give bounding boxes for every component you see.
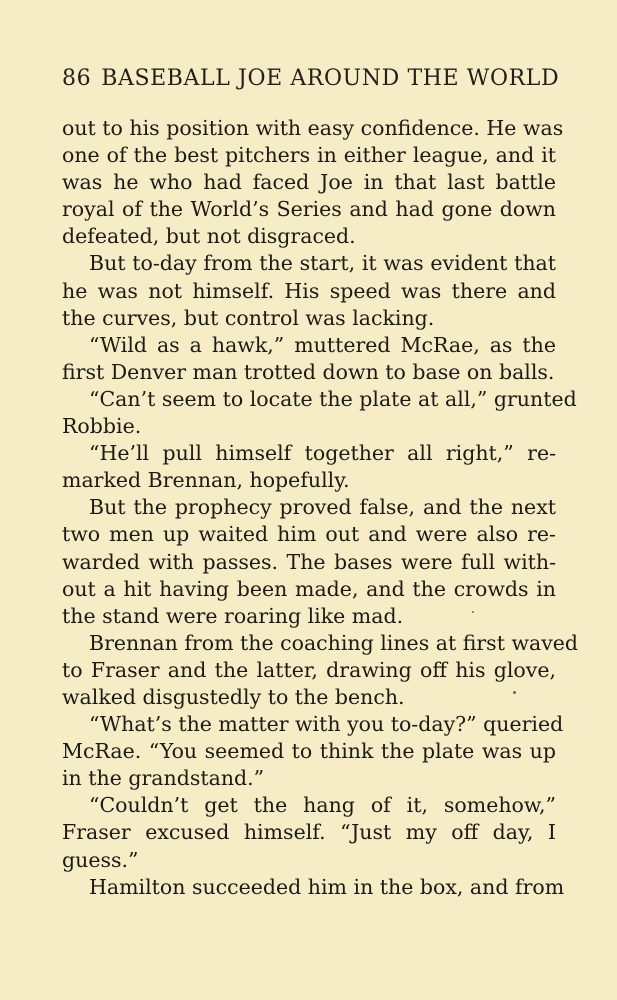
text-line: was he who had faced Joe in that last battle — [62, 170, 556, 195]
text-line: he was not himself. His speed was there and — [62, 278, 556, 303]
text-line: the stand were roaring like mad. — [62, 603, 404, 628]
text-line: McRae. “You seemed to think the plate was up — [62, 739, 556, 764]
text-line: “He’ll pull himself together all right,” re- — [89, 441, 556, 466]
text-line: But to-day from the start, it was evident that — [89, 251, 556, 276]
page-number: 86 — [62, 66, 92, 91]
text-line: warded with passes. The bases were full with- — [62, 549, 556, 574]
text-line: the curves, but control was lacking. — [62, 305, 435, 330]
text-line: out to his position with easy confidence. He was — [62, 116, 564, 140]
ink-speck — [513, 691, 516, 694]
text-line: Hamilton succeeded him in the box, and from — [89, 874, 565, 899]
text-line: Robbie. — [62, 414, 142, 439]
text-line: But the prophecy proved false, and the next — [89, 495, 556, 520]
text-line: in the grandstand.” — [62, 766, 265, 791]
text-line: first Denver man trotted down to base on balls. — [62, 359, 555, 384]
ink-speck — [472, 611, 474, 613]
text-line: defeated, but not disgraced. — [62, 224, 356, 249]
text-line: royal of the World’s Series and had gone down — [62, 197, 556, 222]
text-line: “Can’t seem to locate the plate at all,” grunted — [89, 386, 577, 411]
body-text — [62, 115, 579, 901]
text-line: Brennan from the coaching lines at first waved — [89, 630, 579, 655]
text-line: to Fraser and the latter, drawing off his glove, — [62, 657, 556, 682]
running-title: BASEBALL JOE AROUND THE WORLD — [101, 66, 560, 91]
text-line: “What’s the matter with you to-day?” queried — [89, 712, 564, 737]
text-line: two men up waited him out and were also re- — [62, 522, 556, 547]
text-line: “Wild as a hawk,” muttered McRae, as the — [89, 332, 556, 357]
text-line: marked Brennan, hopefully. — [62, 468, 350, 493]
running-head — [62, 66, 560, 91]
text-line: guess.” — [62, 847, 139, 872]
text-line: out a hit having been made, and the crowds in — [62, 576, 556, 601]
text-line: Fraser excused himself. “Just my off day, I — [62, 820, 556, 845]
text-line: walked disgustedly to the bench. — [62, 684, 405, 709]
text-line: “Couldn’t get the hang of it, somehow,” — [89, 793, 556, 818]
text-line: one of the best pitchers in either league, and it — [62, 143, 556, 168]
